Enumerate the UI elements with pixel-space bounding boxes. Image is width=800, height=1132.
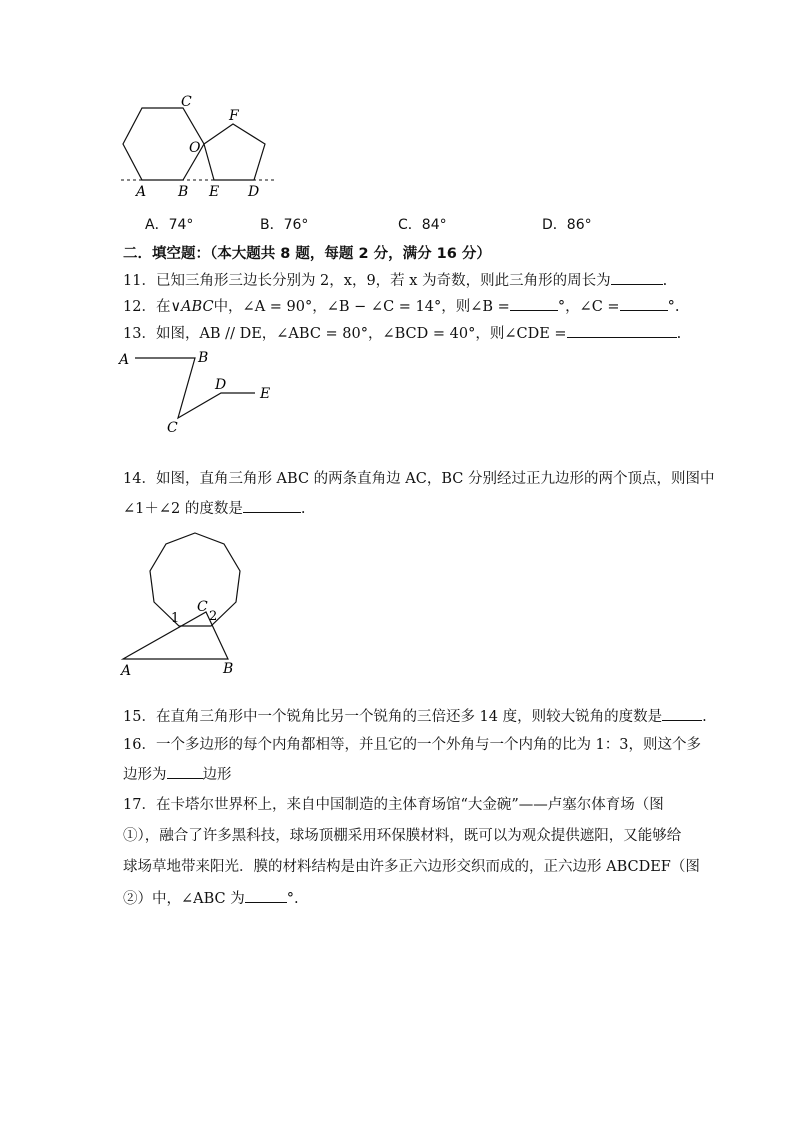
label-E: E [209,184,220,200]
label-E: E [260,386,271,402]
label-C: C [167,420,178,435]
answer-blank-12a[interactable] [510,296,558,311]
option-c: C．84° [398,217,447,233]
label-D: D [248,184,260,200]
label-O: O [189,140,201,156]
label-C: C [197,599,208,615]
question-15: 15．在直角三角形中一个锐角比另一个锐角的三倍还多 14 度，则较大锐角的度数是 . [123,706,707,727]
label-B: B [223,661,234,677]
section-title: 二．填空题：（本大题共 8 题，每题 2 分，满分 16 分） [123,246,491,262]
answer-blank-15[interactable] [662,706,702,721]
figure-parallel-lines [115,345,285,435]
answer-blank-13[interactable] [567,323,677,338]
figure-hexagon-pentagon [115,92,285,202]
figure-nonagon-triangle [115,525,265,680]
answer-blank-17[interactable] [245,888,287,903]
question-12: 12．在∨ABC中，∠A = 90°，∠B − ∠C = 14°，则∠B = °，∠C = °. [123,296,679,317]
label-A: A [121,663,132,679]
question-14-line-1: 14．如图，直角三角形 ABC 的两条直角边 AC，BC 分别经过正九边形的两个顶点，则图中 [123,471,715,487]
label-B: B [178,184,189,200]
option-b: B．76° [260,217,309,233]
question-16-line-2: 边形为 边形 [123,764,232,785]
question-17-line-2: ①），融合了许多黑科技，球场顶棚采用环保膜材料，既可以为观众提供遮阳，又能够给 [123,828,682,844]
answer-blank-16[interactable] [167,764,203,779]
question-11: 11．已知三角形三边长分别为 2，x，9，若 x 为奇数，则此三角形的周长为 . [123,270,667,291]
label-A: A [119,352,130,368]
label-one: 1 [171,611,180,626]
nonagon-shape [150,533,240,626]
question-13: 13．如图，AB // DE，∠ABC = 80°，∠BCD = 40°，则∠CDE = . [123,323,681,344]
label-two: 2 [209,609,218,624]
label-C: C [181,94,192,110]
label-F: F [229,108,239,124]
figure-13-lines [135,358,255,418]
answer-blank-11[interactable] [611,270,663,285]
question-17-line-4: ②）中，∠ABC 为 °. [123,888,299,909]
question-14-line-2: ∠1＋∠2 的度数是 . [123,498,305,519]
label-A: A [136,184,147,200]
answer-blank-12b[interactable] [620,296,668,311]
label-D: D [215,377,227,393]
option-a: A．74° [145,217,194,233]
label-B: B [198,350,209,366]
question-16-line-1: 16．一个多边形的每个内角都相等，并且它的一个外角与一个内角的比为 1：3，则这个多 [123,737,702,753]
option-d: D．86° [542,217,592,233]
answer-blank-14[interactable] [243,498,301,513]
question-17-line-1: 17．在卡塔尔世界杯上，来自中国制造的主体育场馆“大金碗”——卢塞尔体育场（图 [123,797,664,813]
question-17-line-3: 球场草地带来阳光．膜的材料结构是由许多正六边形交织而成的，正六边形 ABCDEF（图 [123,859,700,875]
pentagon-shape [204,124,265,180]
